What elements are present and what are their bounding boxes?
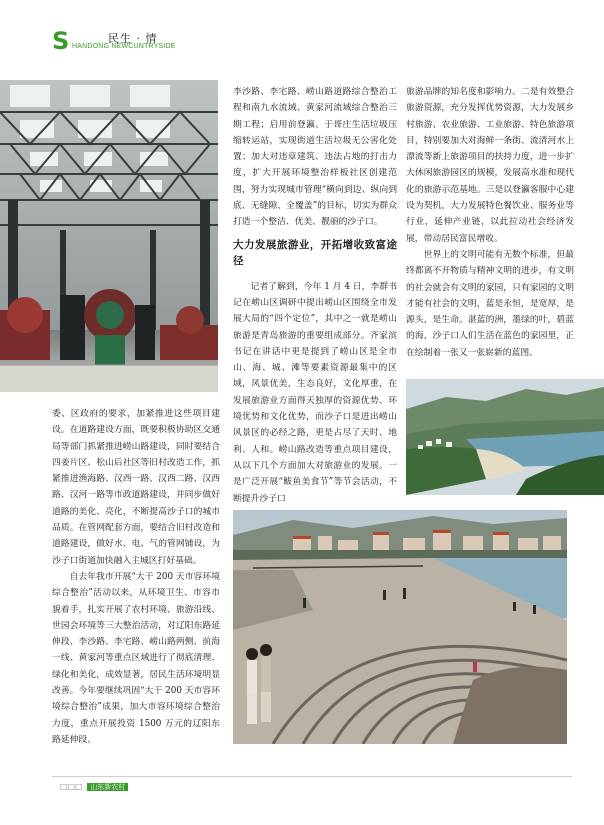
section-category: 民生 · 情 [108, 32, 158, 45]
waterfront-photo [233, 510, 567, 744]
paragraph: 自去年我市开展“大干 200 天市容环境综合整治”活动以来，从环境卫生、市容市貌着手，扎实开展了农村环境、旅游沿线、世园会环境等三大整治活动，对辽阳东路延伸段、李沙路、李宅路、崂山路两侧、前海一线、黄家河等重点区域进行了彻底清理、绿化和美化，成效显著，居民生活环境明显改善。今年要继续巩固“大干 200 天市容环境综合整治”成果，加大市容环境综合整治力度，重点开展投资 1500 万元的辽阳东路延伸段、 [52, 571, 220, 745]
factory-photo [0, 80, 218, 392]
magazine-logo: S [52, 27, 70, 55]
article-column-1 [52, 406, 220, 748]
article-column-2 [233, 84, 397, 507]
paragraph: 旅游品牌的知名度和影响力。二是有效整合旅游资源，充分发挥优势资源，大力发展乡村旅游、农业旅游、工业旅游、特色旅游项目，特别要加大对海鲜一条街、流清河水上漂流等新上旅游项目的扶持力度，进一步扩大休闲旅游园区的规模，发展高水准和现代化的旅游示范基地。三是以登瀛客服中心建设为契机，大力发展特色餐饮业、服务业等行业，延伸产业链，以此拉动社会经济发展，带动居民富民增收。 [406, 87, 574, 244]
page-header [52, 28, 252, 54]
section-heading: 大力发展旅游业，开拓增收致富途径 [233, 238, 397, 267]
footer-divider [52, 776, 572, 777]
paragraph: 记者了解到，今年 1 月 4 日，李群书记在崂山区调研中提出崂山区围绕全市发展大局的“四个定位”，其中之一就是崂山旅游是青岛旅游的重要组成部分。齐家滨书记在讲话中更是提到了崂山区是全市山、海、城、滩等要素资源最集中的区域，风景优美，生态良好，文化厚重，在发展旅游业方面得天独厚的资源优势、环境优势和文化优势，而沙子口是进出崂山风景区的必经之路，更是占尽了天时、地利、人和。崂山路改造等重点项目建设，从以下几个方面加大对旅游业的发展。一是广泛开展“鲅鱼美食节”等节会活动，不断提升沙子口 [233, 281, 397, 504]
magazine-name: 山东新农村 [87, 783, 128, 791]
page-footer [60, 782, 128, 794]
section-subtitle: HANDONG NEWCUNTRYSIDE [72, 43, 176, 50]
paragraph: 世界上的文明可能有无数个标准，但最终都离不开物质与精神文明的进步，有文明的社会就会有文明的家园，只有家园的文明才能有社会的文明，蓝是永恒，是宽厚，是源头，是生命。湛蓝的洲，墨绿的叶，碧蓝的海，沙子口人们生活在蓝色的家园里，正在绘制着一张又一张崭新的蓝图。 [406, 249, 574, 358]
article-column-3 [406, 84, 574, 361]
paragraph: 李沙路、李宅路、崂山路道路综合整治工程和南九水流域、黄家河流域综合整治三期工程；启用前登瀛、于哥庄生活垃圾压缩转运站，实现街道生活垃圾无公害化处置；加大对违章建筑、违法占地的打击力度，扩大开展环境整治样板社区创建范围，努力实现城市管理“横向到边、纵向到底、无缝隙、全覆盖”的目标，切实为群众打造一个整洁、优美、靓丽的沙子口。 [233, 87, 397, 228]
paragraph: 委、区政府的要求，加紧推进这些项目建设。在道路建设方面，既要积极协助区交通局等部门抓紧推进崂山路建设，同时要结合四姜片区、松山后社区等旧村改造工作，抓紧推进渔海路、汉西一路、汉西二路、汉西路、汉河一路等市政道路建设，并同步做好道路的美化、亮化，不断提高沙子口的城市品质。在管网配套方面，要结合旧村改造和道路建设，做好水、电、气的管网铺设，为沙子口街道加快融入主城区打好基础。 [52, 409, 220, 566]
page-number-placeholder: □□□ [60, 782, 83, 791]
coastline-photo [406, 379, 604, 495]
